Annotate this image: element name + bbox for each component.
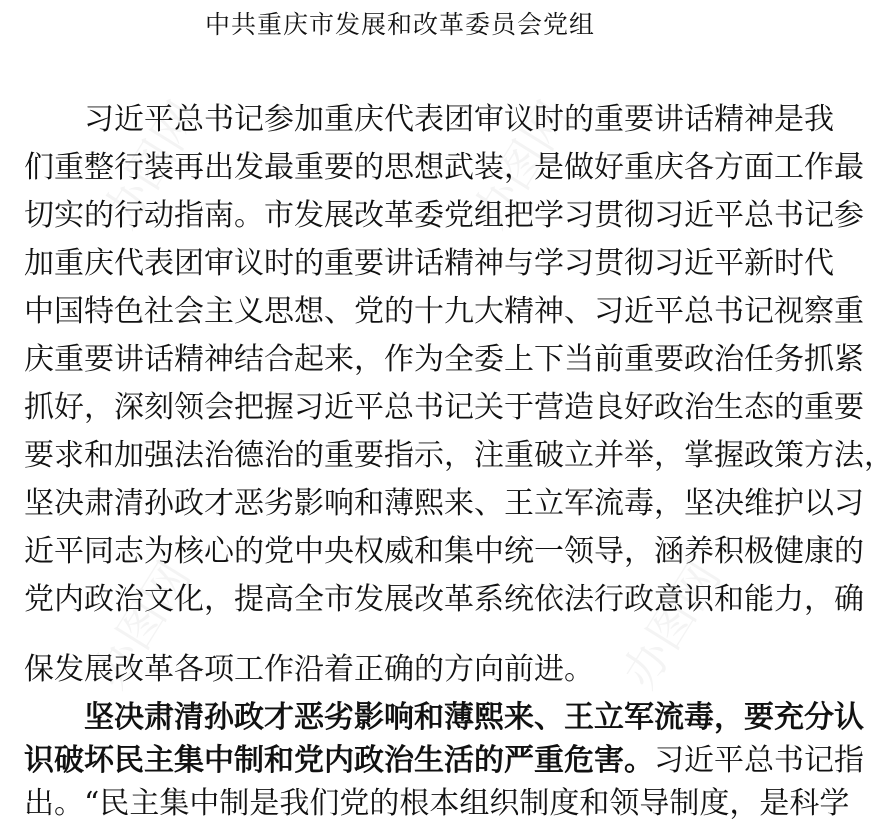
paragraph-line: 抓好，深刻领会把握习近平总书记关于营造良好政治生态的重要 xyxy=(24,390,864,425)
watermark: 办图网 xyxy=(612,551,732,698)
bold-paragraph-line xyxy=(24,741,864,781)
watermark: 办图网 xyxy=(462,91,582,238)
paragraph-line: 加重庆代表团审议时的重要讲话精神与学习贯彻习近平新时代 xyxy=(24,246,834,281)
paragraph-line: 党内政治文化，提高全市发展改革系统依法行政意识和能力，确 xyxy=(24,582,864,617)
paragraph-line: 中国特色社会主义思想、党的十九大精神、习近平总书记视察重 xyxy=(24,294,864,329)
watermark: 办图网 xyxy=(82,551,202,698)
document-title: 中共重庆市发展和改革委员会党组 xyxy=(204,10,595,39)
bold-text: 识破坏民主集中制和党内政治生活的严重危害。 xyxy=(24,743,654,778)
paragraph-line: 保发展改革各项工作沿着正确的方向前进。 xyxy=(24,652,594,687)
paragraph-line: 庆重要讲话精神结合起来，作为全委上下当前重要政治任务抓紧 xyxy=(24,342,864,377)
normal-text: 习近平总书记指 xyxy=(654,743,864,778)
paragraph-line: 们重整行装再出发最重要的思想武装，是做好重庆各方面工作最 xyxy=(24,150,864,185)
paragraph-line: 坚决肃清孙政才恶劣影响和薄熙来、王立军流毒，坚决维护以习 xyxy=(24,486,864,521)
paragraph-line: 近平同志为核心的党中央权威和集中统一领导，涵养积极健康的 xyxy=(24,534,864,569)
watermark: 办图网 xyxy=(92,91,212,238)
paragraph-line: 切实的行动指南。市发展改革委党组把学习贯彻习近平总书记参 xyxy=(24,198,864,233)
bold-paragraph-line: 坚决肃清孙政才恶劣影响和薄熙来、王立军流毒，要充分认 xyxy=(84,700,864,735)
paragraph-line: 要求和加强法治德治的重要指示，注重破立并举，掌握政策方法， xyxy=(24,438,894,473)
paragraph-line: 习近平总书记参加重庆代表团审议时的重要讲话精神是我 xyxy=(84,102,834,137)
paragraph-line: 出。“民主集中制是我们党的根本组织制度和领导制度，是科学 xyxy=(24,786,850,821)
